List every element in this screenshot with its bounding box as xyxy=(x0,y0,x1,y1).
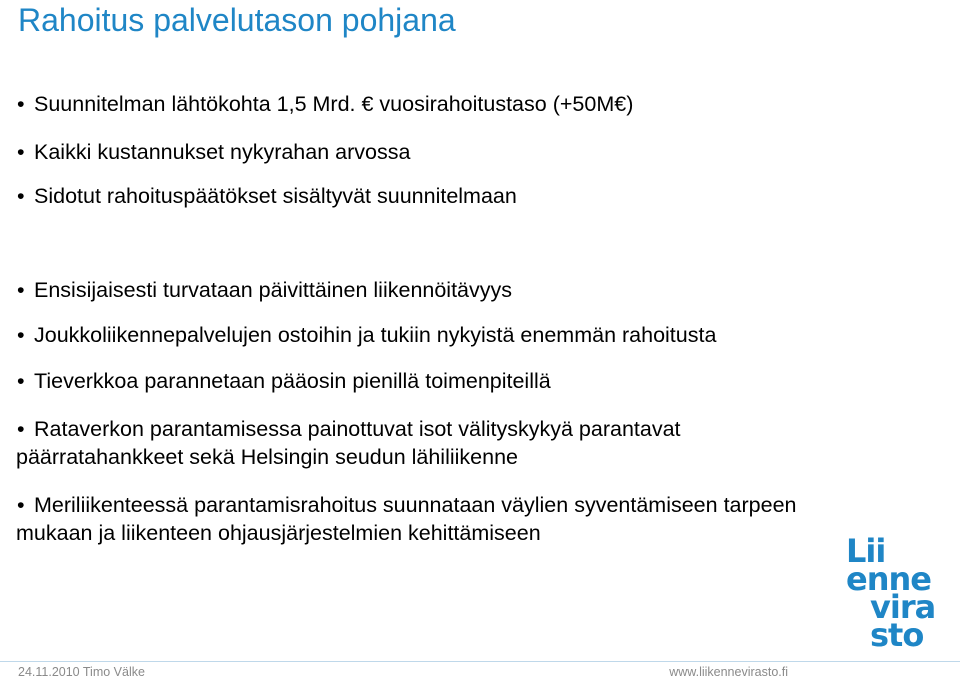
bullet-text: Tieverkkoa parannetaan pääosin pienillä toimenpiteillä xyxy=(34,369,551,393)
logo-line: Lii xyxy=(846,532,886,570)
logo-line: sto xyxy=(870,616,924,654)
bullet-dot: • xyxy=(17,493,25,517)
bullet-dot: • xyxy=(17,278,25,302)
bullet-dot: • xyxy=(17,323,25,347)
bullet-dot: • xyxy=(17,92,25,116)
slide-title: Rahoitus palvelutason pohjana xyxy=(18,2,456,38)
footer-website: www.liikennevirasto.fi xyxy=(669,665,788,679)
bullet-text-continuation: mukaan ja liikenteen ohjausjärjestelmien kehittämiseen xyxy=(16,521,541,545)
footer-date-author: 24.11.2010 Timo Välke xyxy=(18,665,145,679)
bullet-item xyxy=(17,415,957,471)
bullet-item xyxy=(17,90,957,118)
bullet-item xyxy=(17,182,957,210)
bullet-dot: • xyxy=(17,369,25,393)
bullet-text: Suunnitelman lähtökohta 1,5 Mrd. € vuosirahoitustaso (+50M€) xyxy=(34,92,634,116)
liikennevirasto-logo xyxy=(846,532,946,658)
footer-divider xyxy=(0,661,960,662)
bullet-text: Kaikki kustannukset nykyrahan arvossa xyxy=(34,140,411,164)
bullet-item xyxy=(17,276,957,304)
bullet-text: Meriliikenteessä parantamisrahoitus suunnataan väylien syventämiseen tarpeen xyxy=(34,493,797,517)
bullet-item xyxy=(17,367,957,395)
bullet-text: Ensisijaisesti turvataan päivittäinen liikennöitävyys xyxy=(34,278,513,302)
bullet-text: Joukkoliikennepalvelujen ostoihin ja tukiin nykyistä enemmän rahoitusta xyxy=(34,323,717,347)
logo-line: enne xyxy=(846,560,931,598)
bullet-dot: • xyxy=(17,417,25,441)
bullet-text: Sidotut rahoituspäätökset sisältyvät suunnitelmaan xyxy=(34,184,517,208)
bullet-item xyxy=(17,138,957,166)
bullet-dot: • xyxy=(17,184,25,208)
bullet-text: Rataverkon parantamisessa painottuvat isot välityskykyä parantavat xyxy=(34,417,681,441)
bullet-item xyxy=(17,491,957,547)
logo-line: vira xyxy=(870,588,936,626)
bullet-dot: • xyxy=(17,140,25,164)
bullet-item xyxy=(17,321,957,349)
bullet-text-continuation: päärratahankkeet sekä Helsingin seudun lähiliikenne xyxy=(16,445,518,469)
